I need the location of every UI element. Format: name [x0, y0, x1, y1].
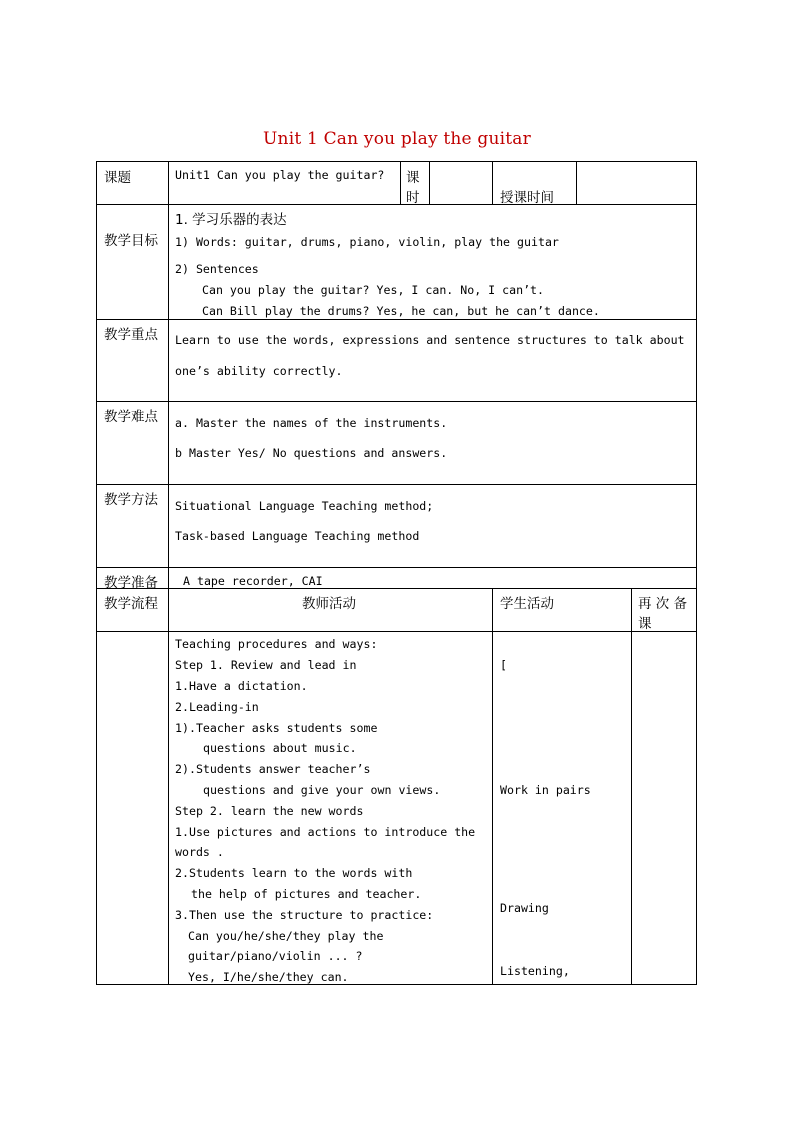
- topic-divider: [429, 161, 430, 204]
- topic-label: 课题: [104, 170, 131, 186]
- procedure-line: Yes, I/he/she/they can.: [188, 970, 349, 984]
- goals-line: Can you play the guitar? Yes, I can. No, I can’t.: [202, 283, 545, 297]
- procedure-line: Can you/he/she/they play the: [188, 929, 384, 943]
- revision-notes-header-line1: 再 次 备: [638, 596, 688, 612]
- methods-line: Task-based Language Teaching method: [175, 529, 420, 543]
- topic-divider: [576, 161, 577, 204]
- topic-divider: [400, 161, 401, 204]
- procedure-line: Step 1. Review and lead in: [175, 658, 357, 672]
- procedure-line: Step 2. learn the new words: [175, 804, 364, 818]
- procedure-line: Teaching procedures and ways:: [175, 637, 378, 651]
- procedure-line: the help of pictures and teacher.: [191, 887, 422, 901]
- procedure-line: 3.Then use the structure to practice:: [175, 908, 434, 922]
- student-activity-line: [: [500, 658, 507, 672]
- table-divider: [96, 401, 697, 402]
- procedure-line: words .: [175, 845, 224, 859]
- methods-label: 教学方法: [104, 492, 158, 508]
- table-divider: [96, 204, 697, 205]
- student-activity-line: Work in pairs: [500, 783, 591, 797]
- table-divider: [96, 319, 697, 320]
- topic-divider: [492, 161, 493, 204]
- procedure-line: questions about music.: [203, 741, 357, 755]
- table-border-right: [696, 161, 697, 985]
- procedure-line: questions and give your own views.: [203, 783, 441, 797]
- student-activity-header: 学生活动: [500, 596, 554, 612]
- preparation-value: A tape recorder, CAI: [183, 574, 323, 588]
- procedure-line: 1).Teacher asks students some: [175, 721, 378, 735]
- class-time-label: 授课时间: [500, 190, 554, 206]
- procedure-line: 1.Have a dictation.: [175, 679, 308, 693]
- goals-label: 教学目标: [104, 233, 158, 249]
- methods-line: Situational Language Teaching method;: [175, 499, 434, 513]
- key-points-line: one’s ability correctly.: [175, 364, 343, 378]
- table-border-left: [96, 161, 97, 985]
- period-label-line2: 时: [406, 190, 420, 206]
- flow-label: 教学流程: [104, 596, 158, 612]
- difficulties-label: 教学难点: [104, 409, 158, 425]
- flow-divider: [492, 588, 493, 984]
- key-points-line: Learn to use the words, expressions and sentence structures to talk about: [175, 333, 685, 347]
- table-divider: [96, 567, 697, 568]
- teacher-activity-header: 教师活动: [302, 596, 356, 612]
- period-label-line1: 课: [406, 170, 420, 186]
- document-title: Unit 1 Can you play the guitar: [263, 129, 531, 149]
- table-border-top: [96, 161, 697, 162]
- student-activity-line: Listening,: [500, 964, 570, 978]
- procedure-line: 1.Use pictures and actions to introduce the: [175, 825, 476, 839]
- revision-notes-header-line2: 课: [638, 616, 652, 632]
- procedure-line: 2.Leading-in: [175, 700, 259, 714]
- preparation-label: 教学准备: [104, 575, 158, 591]
- procedure-line: 2.Students learn to the words with: [175, 866, 413, 880]
- goals-line: 1. 学习乐器的表达: [175, 212, 287, 228]
- table-divider: [96, 631, 697, 632]
- goals-line: Can Bill play the drums? Yes, he can, but he can’t dance.: [202, 304, 600, 318]
- key-points-label: 教学重点: [104, 327, 158, 343]
- goals-line: 2) Sentences: [175, 262, 259, 276]
- table-border-bottom: [96, 984, 697, 985]
- topic-value: Unit1 Can you play the guitar?: [175, 168, 385, 182]
- label-column-divider: [168, 161, 169, 985]
- flow-divider: [631, 588, 632, 984]
- procedure-line: 2).Students answer teacher’s: [175, 762, 371, 776]
- procedure-line: guitar/piano/violin ... ?: [188, 949, 363, 963]
- table-divider: [96, 484, 697, 485]
- student-activity-line: Drawing: [500, 901, 549, 915]
- goals-line: 1) Words: guitar, drums, piano, violin, play the guitar: [175, 235, 559, 249]
- difficulties-line: a. Master the names of the instruments.: [175, 416, 448, 430]
- table-divider: [96, 588, 697, 589]
- difficulties-line: b Master Yes/ No questions and answers.: [175, 446, 448, 460]
